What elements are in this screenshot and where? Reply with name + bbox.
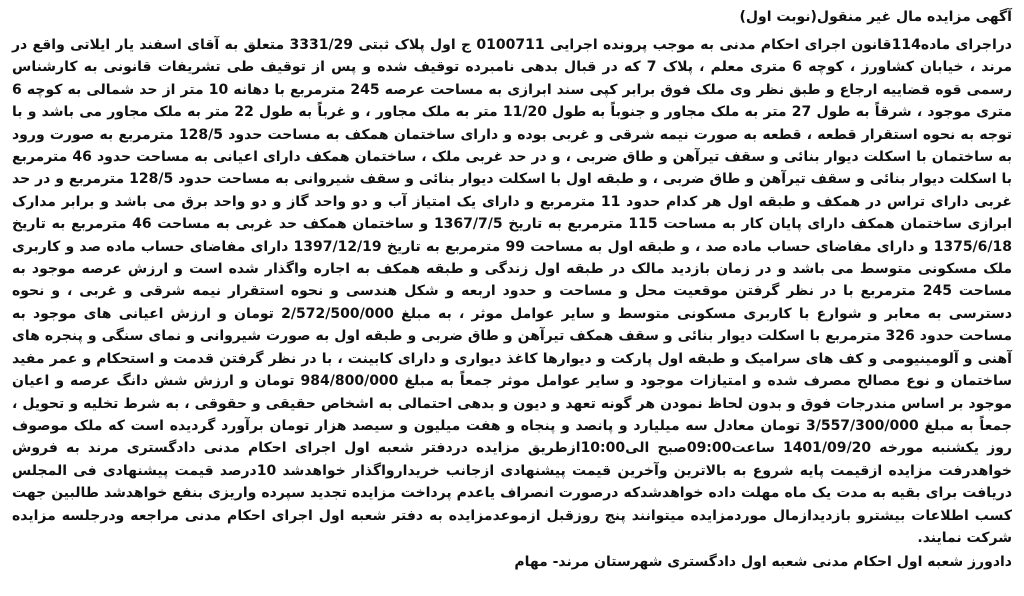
notice-title: آگهی مزایده مال غیر منقول(نوبت اول) [739, 9, 1012, 25]
notice-body: دراجرای ماده114قانون اجرای احکام مدنی به موجب پرونده اجرایی 0100711 ج اول پلاک ثبتی 3331/29 متعلق به آقای اسفند یار ایلاتی واقع در مرند ، خیابان کشاورز ، کوچه 6 متری معلم ، پلاک 7 که در قبال بدهی نامبرده توقیف شده و پس از توقیف طی تشریفات قانونی به کارشناس رسمی قوه قضاییه ارجاع و طبق نظر وی ملک فوق برابر کپی سند ابرازی به مساحت عرصه 245 مترمربع با دهانه 10 متر از حد شمالی به کوچه 6 متری موجود ، شرقاً به طول 27 متر به ملک مجاور و جنوباً به طول 11/20 متر به ملک مجاور ، و غرباً به طول 22 متر به ملک مجاور می باشد و با توجه به نحوه استقرار قطعه ، قطعه به صورت نیمه شرقی و غربی بوده و دارای ساختمان همکف به مساحت حدود 128/5 مترمربع به صورت ورود به ساختمان با اسکلت دیوار بنائی و سقف تیرآهن و طاق ضربی ، و در حد غربی ملک ، ساختمان همکف دارای اعیانی به مساحت حدود 46 مترمربع با اسکلت دیوار بنائی و سقف تیرآهن و طاق ضربی ، و طبقه اول با اسکلت دیوار بنائی و سقف شیروانی به مساحت حدود 128/5 مترمربع و در حد غربی دارای تراس در همکف و طبقه اول هر کدام حدود 11 مترمربع و دارای یک امتیاز آب و دو واحد گاز و دو واحد برق می باشد و برابر مدارک ابرازی ساختمان همکف دارای پایان کار به مساحت 115 مترمربع به تاریخ 1367/7/5 و ساختمان همکف حد غربی به مساحت 46 مترمربع به تاریخ 1375/6/18 و دارای مفاضای حساب ماده صد ، و طبقه اول به مساحت 99 مترمربع به تاریخ 1397/12/19 دارای مفاضای حساب ماده صد و کاربری ملک مسکونی متوسط می باشد و در زمان بازدید مالک در طبقه اول زندگی و طبقه همکف به اجاره واگذار شده است و ارزش عرصه موجود به مساحت 245 مترمربع با در نظر گرفتن موقعیت محل و مساحت و حدود اربعه و شکل هندسی و نحوه استقرار نیمه شرقی و غربی ، و نحوه دسترسی به معابر و شوارع با کاربری مسکونی متوسط و سایر عوامل موثر ، به مبلغ 2/572/500/000 تومان و ارزش اعیانی های موجود به مساحت حدود 326 مترمربع با اسکلت دیوار بنائی و سقف همکف تیرآهن و طاق ضربی و طبقه اول به صورت شیروانی و نمای سنگی و پنجره های آهنی و آلومینیومی و کف های سرامیک و طبقه اول پارکت و دیوارها کاغذ دیواری و دارای کابینت ، با در نظر گرفتن قدمت و استحکام و عمر مفید ساختمان و نوع مصالح مصرف شده و امتیازات موجود و سایر عوامل موثر جمعاً به مبلغ 984/800/000 تومان و ارزش شش دانگ عرصه و اعیان موجود بر اساس مندرجات فوق و بدون لحاظ نمودن هر گونه تعهد و دیون و بدهی احتمالی به اشخاص حقیقی و حقوقی ، به شرط تخلیه و تحویل ، جمعاً به مبلغ 3/557/300/000 تومان معادل سه میلیارد و پانصد و پنجاه و هفت میلیون و سیصد هزار تومان برآورد گردیده است که ملک موصوف روز یکشنبه مورخه 1401/09/20 ساعت09:00صبح الی10:00ازطریق مزایده دردفتر شعبه اول اجرای احکام مدنی دادگستری مرند به فروش خواهدرفت مزایده ازقیمت پایه شروع به بالاترین وآخرین قیمت پیشنهادی ازجانب خریدارواگذار خواهدشد 10درصد قیمت پیشنهادی فی المجلس دریافت برای بقیه به مدت یک ماه مهلت داده خواهدشدکه درصورت انصراف یاعدم پرداخت مزایده تجدید سپرده واریزی بنفع خواهدشد طالبین جهت کسب اطلاعات بیشترو بازدیدازمال موردمزایده میتوانند پنج روزقبل ازموعدمزایده به دفتر شعبه اول اجرای احکام مدنی مراجعه ودرجلسه مزایده شرکت نمایند. [12, 37, 1013, 546]
notice-signature: دادورز شعبه اول احکام مدنی شعبه اول دادگستری شهرستان مرند- مهام [514, 554, 1012, 571]
